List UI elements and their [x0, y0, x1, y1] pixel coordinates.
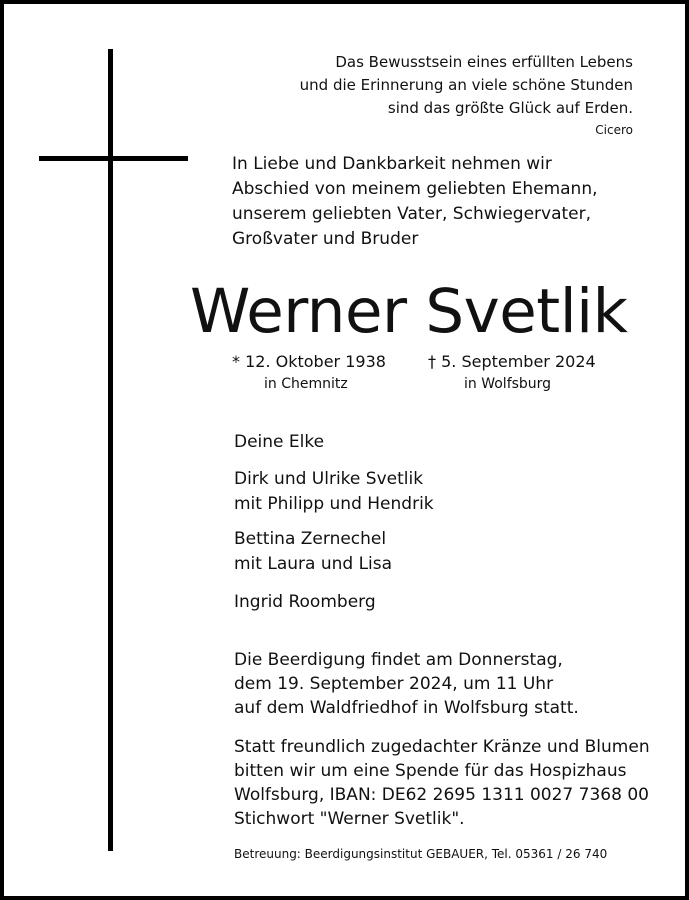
funeral-line: dem 19. September 2024, um 11 Uhr — [234, 674, 554, 694]
intro-line: Abschied von meinem geliebten Ehemann, — [232, 179, 598, 199]
intro-text — [232, 152, 598, 252]
funeral-line: auf dem Waldfriedhof in Wolfsburg statt. — [234, 698, 579, 718]
quote-author: Cicero — [595, 123, 633, 137]
quote-line: Das Bewusstsein eines erfüllten Lebens — [335, 53, 633, 71]
intro-line: unserem geliebten Vater, Schwiegervater, — [232, 204, 592, 224]
intro-line: Großvater und Bruder — [232, 229, 419, 249]
donation-line: Statt freundlich zugedachter Kränze und Blumen — [234, 737, 650, 757]
quote — [300, 51, 633, 120]
family-line: mit Philipp und Hendrik — [234, 494, 434, 514]
family-entry — [234, 430, 324, 455]
cross-horizontal-bar — [39, 156, 188, 161]
family-entry — [234, 590, 376, 615]
family-entry — [234, 467, 434, 517]
family-line: Deine Elke — [234, 432, 325, 452]
funeral-home-footer: Betreuung: Beerdigungsinstitut GEBAUER, Tel. 05361 / 26 740 — [234, 847, 608, 861]
donation-line: Stichwort "Werner Svetlik". — [234, 809, 465, 829]
death-place: in Wolfsburg — [464, 376, 552, 392]
donation-line: Wolfsburg, IBAN: DE62 2695 1311 0027 7368 00 — [234, 785, 649, 805]
funeral-info — [234, 648, 579, 720]
birth-date: * 12. Oktober 1938 — [232, 352, 386, 371]
family-line: Ingrid Roomberg — [234, 592, 376, 612]
quote-line: und die Erinnerung an viele schöne Stunden — [299, 76, 633, 94]
quote-line: sind das größte Glück auf Erden. — [387, 99, 633, 117]
family-line: mit Laura und Lisa — [234, 554, 393, 574]
donation-line: bitten wir um eine Spende für das Hospizhaus — [234, 761, 627, 781]
cross-vertical-bar — [108, 49, 113, 851]
family-line: Bettina Zernechel — [234, 529, 387, 549]
donation-info — [234, 735, 650, 831]
funeral-line: Die Beerdigung findet am Donnerstag, — [234, 650, 563, 670]
family-entry — [234, 527, 392, 577]
death-date: † 5. September 2024 — [428, 352, 596, 371]
deceased-name: Werner Svetlik — [190, 276, 628, 347]
birth-place: in Chemnitz — [264, 376, 348, 392]
family-line: Dirk und Ulrike Svetlik — [234, 469, 424, 489]
intro-line: In Liebe und Dankbarkeit nehmen wir — [232, 154, 552, 174]
